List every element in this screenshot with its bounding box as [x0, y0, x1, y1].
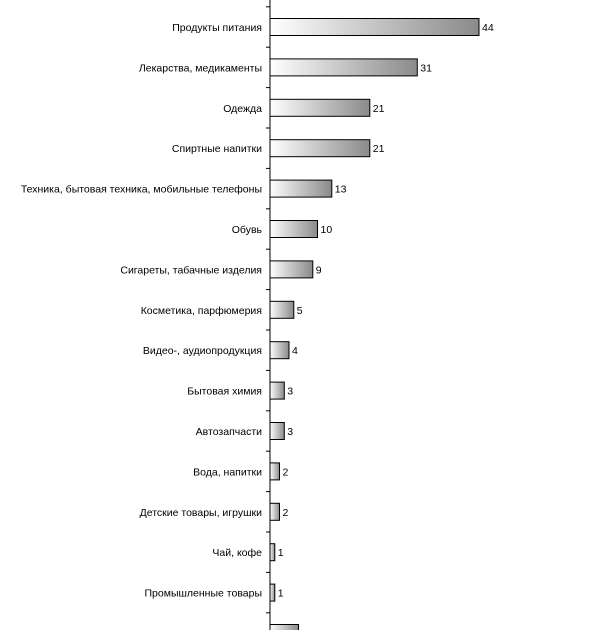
category-label: Вода, напитки [193, 466, 262, 479]
category-label: Обувь [231, 224, 262, 236]
category-label: Автозапчасти [195, 426, 262, 438]
category-label: Видео-, аудиопродукция [142, 345, 262, 358]
bar [270, 19, 479, 36]
bar [270, 625, 299, 630]
value-label: 21 [372, 102, 385, 115]
bar [270, 503, 280, 520]
bar [270, 261, 313, 278]
category-label: Спиртные напитки [171, 143, 262, 156]
category-label: Техника, бытовая техника, мобильные телефоны [20, 183, 262, 196]
value-label: 1 [277, 587, 284, 600]
category-label: Промышленные товары [144, 587, 262, 600]
value-label: 1 [277, 547, 284, 560]
bar [270, 99, 370, 116]
value-label: 2 [282, 466, 289, 479]
bar [270, 301, 294, 318]
category-axis [266, 0, 270, 630]
category-label: Одежда [223, 102, 262, 115]
value-label: 5 [296, 304, 303, 317]
bar [270, 584, 275, 601]
value-label: 4 [292, 345, 298, 358]
bar [270, 382, 284, 399]
category-label: Продукты питания [172, 22, 262, 34]
category-label: Сигареты, табачные изделия [120, 264, 262, 277]
bar [270, 544, 275, 561]
value-label: 10 [320, 224, 333, 236]
value-label: 2 [282, 506, 289, 519]
bar [270, 423, 284, 440]
bar [270, 59, 417, 76]
category-labels [21, 22, 263, 600]
bar [270, 140, 370, 157]
category-label: Лекарства, медикаменты [138, 62, 262, 75]
value-label: 3 [287, 426, 294, 438]
value-label: 9 [315, 264, 322, 277]
category-label: Косметика, парфюмерия [140, 304, 262, 317]
bar [270, 221, 318, 238]
bar [270, 342, 289, 359]
value-label: 3 [287, 385, 294, 398]
bar [270, 180, 332, 197]
category-label: Бытовая химия [187, 385, 262, 398]
value-label: 31 [420, 62, 432, 75]
bar [270, 463, 280, 480]
value-label: 21 [372, 143, 385, 156]
value-label: 13 [334, 183, 347, 196]
category-label: Детские товары, игрушки [139, 506, 262, 519]
value-label: 44 [482, 22, 494, 34]
category-label: Чай, кофе [212, 547, 262, 560]
